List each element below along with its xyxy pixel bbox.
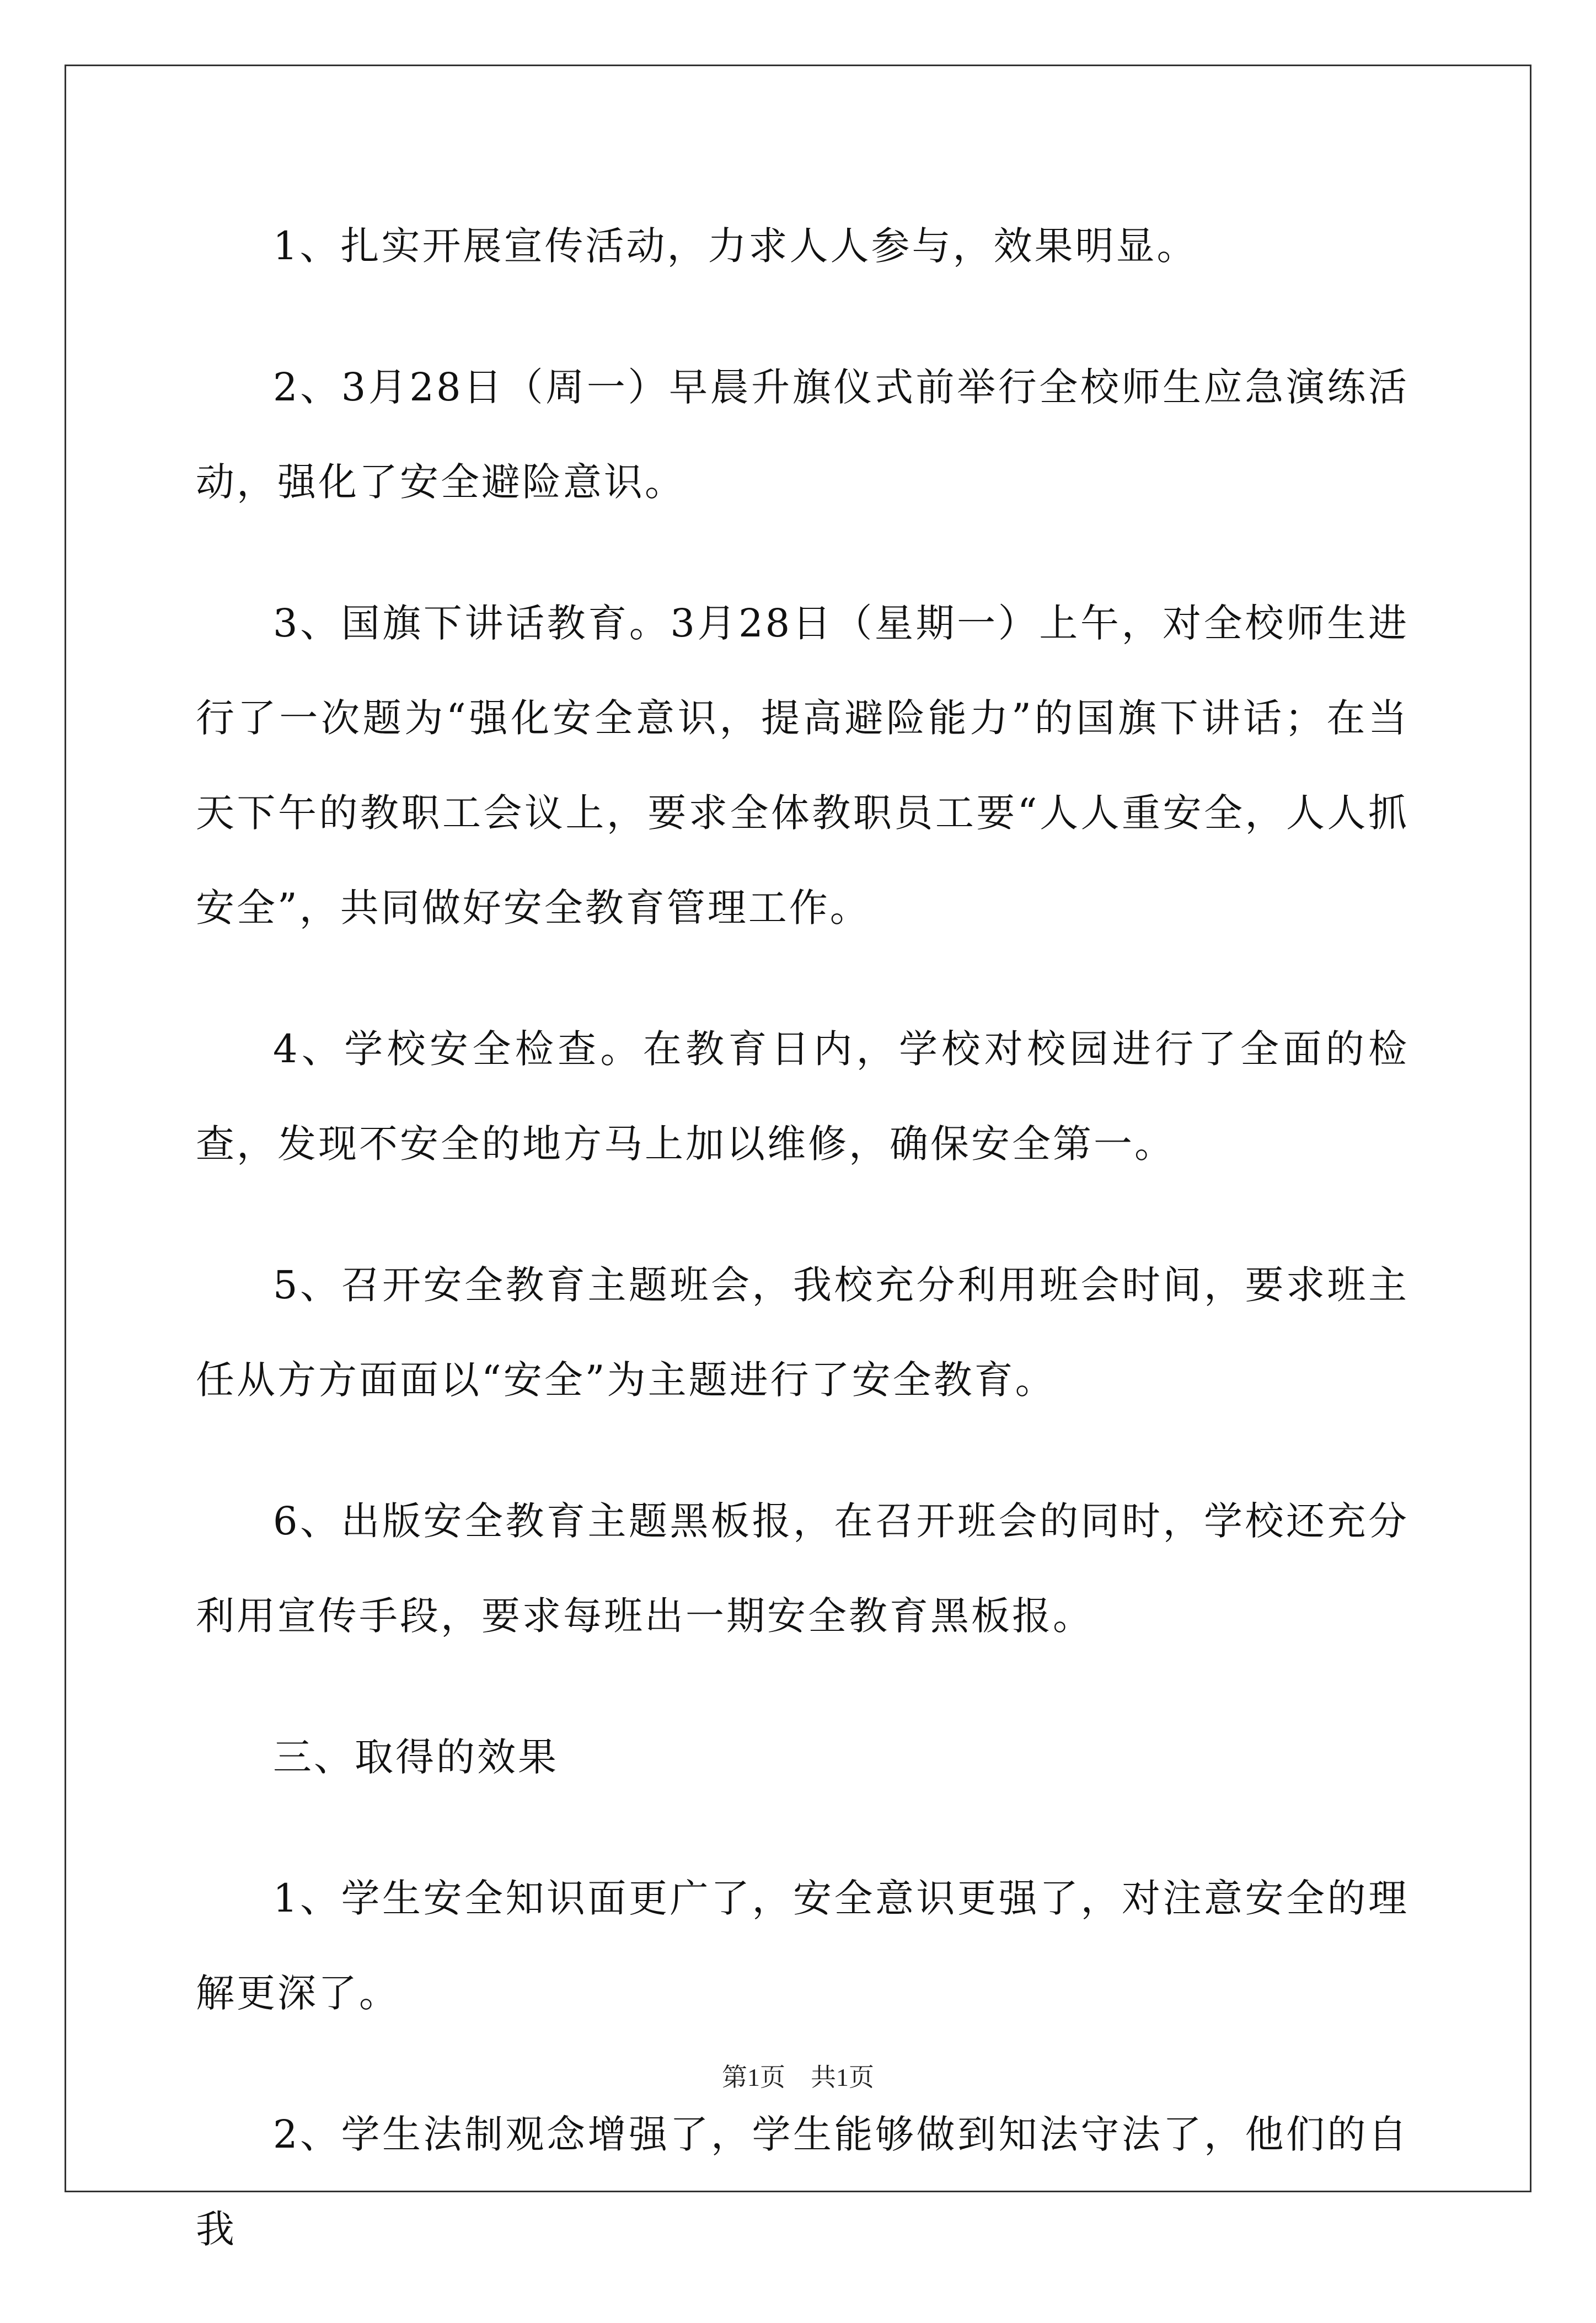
paragraph: 5、召开安全教育主题班会，我校充分利用班会时间，要求班主任从方方面面以“安全”为主题进行了安全教育。 — [196, 1262, 1409, 1403]
paragraph: 3、国旗下讲话教育。3月28日（星期一）上午，对全校师生进行了一次题为“强化安全意识，提高避险能力”的国旗下讲话；在当天下午的教职工会议上，要求全体教职员工要“人人重安全，人人抓安全”，共同做好安全教育管理工作。 — [196, 601, 1409, 930]
document-body — [196, 199, 1409, 2323]
paragraph: 2、3月28日（周一）早晨升旗仪式前举行全校师生应急演练活动，强化了安全避险意识。 — [196, 365, 1409, 505]
paragraph: 1、扎实开展宣传活动，力求人人参与，效果明显。 — [273, 223, 1198, 269]
paragraph: 6、出版安全教育主题黑板报，在召开班会的同时，学校还充分利用宣传手段，要求每班出一期安全教育黑板报。 — [196, 1498, 1409, 1639]
paragraph: 1、学生安全知识面更广了，安全意识更强了，对注意安全的理解更深了。 — [196, 1876, 1409, 2016]
paragraph: 4、学校安全检查。在教育日内，学校对校园进行了全面的检查，发现不安全的地方马上加以维修，确保安全第一。 — [196, 1026, 1409, 1166]
page-footer: 第1页 共1页 — [722, 2063, 874, 2091]
section-heading: 三、取得的效果 — [273, 1735, 559, 1780]
paragraph: 2、学生法制观念增强了，学生能够做到知法守法了，他们的自我 — [196, 2112, 1409, 2252]
